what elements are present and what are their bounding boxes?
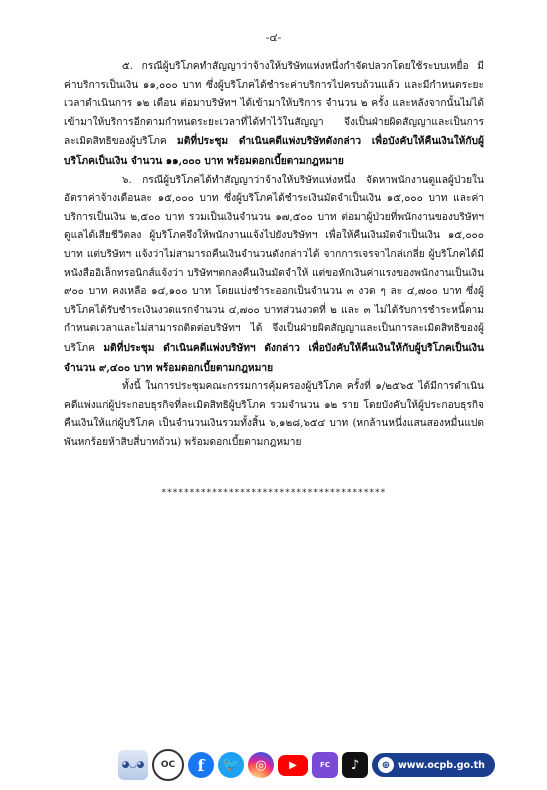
page-number: -๔-	[265, 31, 282, 44]
instagram-icon[interactable]: ◎	[248, 752, 274, 778]
fanclip-icon[interactable]: FC	[312, 752, 338, 778]
mascot-icon: ◕◡◕	[118, 750, 148, 780]
paragraph-text: ๖. กรณีผู้บริโภคได้ทำสัญญาว่าจ้างให้บริษัทแห่งหนึ่ง จัดหาพนักงานดูแลผู้ป่วยในอัตราค่าจ้างเดือนละ ๑๕,๐๐๐ บาท ซึ่งผู้บริโภคได้ชำระเงินมัดจำเป็นเงิน ๑๕,๐๐๐ บาท และค่าบริการเป็นเงิน ๒,๕๐๐ บาท รวมเป็นเงินจำนวน ๑๗,๕๐๐ บาท ต่อมาผู้ป่วยที่พนักงานของบริษัทฯ ดูแลได้เสียชีวิตลง ผู้บริโภคจึงให้พนักงานแจ้งไปยังบริษัทฯ เพื่อให้คืนเงินมัดจำเป็นเงิน ๑๕,๐๐๐ บาท แต่บริษัทฯ แจ้งว่าไม่สามารถคืนเงินจำนวนดังกล่าวได้ จากการเจรจาไกล่เกลี่ย ผู้บริโภคได้มีหนังสืออิเล็กทรอนิกส์แจ้งว่า บริษัทฯตกลงคืนเงินมัดจำให้ แต่ขอหักเงินค่าแรงของพนักงานเป็นเงิน ๙๐๐ บาท คงเหลือ ๑๔,๑๐๐ บาท โดยแบ่งชำระออกเป็นจำนวน ๓ งวด ๆ ละ ๔,๗๐๐ บาท ซึ่งผู้บริโภคได้รับชำระเงินงวดแรกจำนวน ๔,๗๐๐ บาทส่วนงวดที่ ๒ และ ๓ ไม่ได้รับการชำระหนี้ตามกำหนดเวลาและไม่สามารถติดต่อบริษัทฯ ได้ จึงเป็นฝ่ายผิดสัญญาและเป็นการละเมิดสิทธิของผู้บริโภค	[64, 174, 484, 354]
resolution-text: มติที่ประชุม ดำเนินคดีแพ่งบริษัทดังกล่าว เพื่อบังคับให้คืนเงินให้กับผู้บริโภคเป็นเงิน จำนวน ๑๑,๐๐๐ บาท พร้อมดอกเบี้ยตามกฎหมาย	[64, 135, 484, 167]
paragraph-item-5	[64, 58, 484, 172]
facebook-icon[interactable]: f	[188, 752, 214, 778]
youtube-icon[interactable]: ▶	[278, 755, 308, 776]
paragraph-text: ๕. กรณีผู้บริโภคทำสัญญาว่าจ้างให้บริษัทแห่งหนึ่งกำจัดปลวกโดยใช้ระบบเหยื่อ มีค่าบริการเป็นเงิน ๑๑,๐๐๐ บาท ซึ่งผู้บริโภคได้ชำระค่าบริการไปครบถ้วนแล้ว และมีกำหนดระยะเวลาดำเนินการ ๑๒ เดือน ต่อมาบริษัทฯ ได้เข้ามาให้บริการ จำนวน ๒ ครั้ง และหลังจากนั้นไม่ได้เข้ามาให้บริการอีกตามกำหนดระยะเวลาที่ได้ทำไว้ในสัญญา จึงเป็นฝ่ายผิดสัญญาและเป็นการละเมิดสิทธิของผู้บริโภค	[64, 61, 484, 148]
document-body	[64, 58, 484, 452]
paragraph-text: ทั้งนี้ ในการประชุมคณะกรรมการคุ้มครองผู้บริโภค ครั้งที่ ๑/๒๕๖๕ ได้มีการดำเนินคดีแพ่งแก่ผู้ประกอบธุรกิจที่ละเมิดสิทธิผู้บริโภค รวมจำนวน ๑๒ ราย โดยบังคับให้ผู้ประกอบธุรกิจคืนเงินให้แก่ผู้บริโภค เป็นจำนวนเงินรวมทั้งสิ้น ๖,๑๒๘,๖๕๔ บาท (หกล้านหนึ่งแสนสองหมื่นแปดพันหกร้อยห้าสิบสี่บาทถ้วน) พร้อมดอกเบี้ยตามกฎหมาย	[64, 381, 484, 448]
ocpb-connect-logo-icon: OC	[152, 749, 184, 781]
website-link[interactable]	[372, 753, 495, 777]
globe-icon: ⊕	[378, 757, 394, 773]
footer-social-bar	[118, 748, 485, 782]
separator-line: ****************************************	[161, 488, 386, 498]
paragraph-item-6	[64, 172, 484, 379]
twitter-icon[interactable]: 🐦	[218, 752, 244, 778]
resolution-text: มติที่ประชุม ดำเนินคดีแพ่งบริษัทฯ ดังกล่าว เพื่อบังคับให้คืนเงินให้กับผู้บริโภคเป็นเงิน จำนวน ๙,๔๐๐ บาท พร้อมดอกเบี้ยตามกฎหมาย	[64, 341, 484, 374]
tiktok-icon[interactable]: ♪	[342, 752, 368, 778]
website-url: www.ocpb.go.th	[398, 759, 485, 771]
paragraph-summary	[64, 378, 484, 452]
